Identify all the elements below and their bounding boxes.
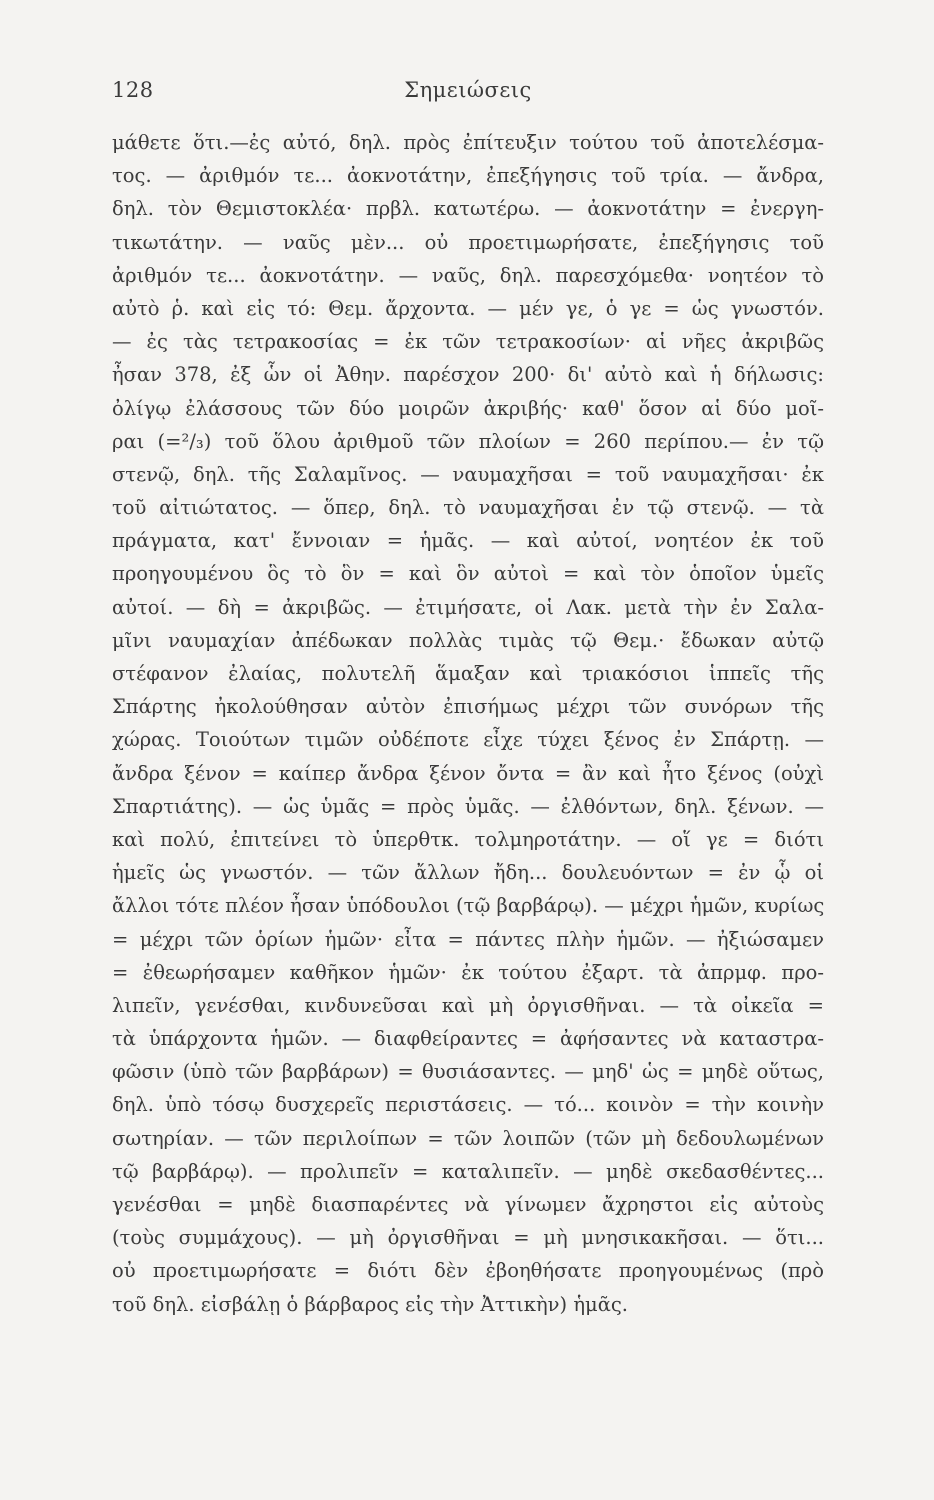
text-line: χώρας. Τοιούτων τιμῶν οὐδέποτε εἶχε τύχει ξένος ἐν Σπάρτῃ. — (112, 728, 824, 752)
text-line: ἄλλοι τότε πλέον ἦσαν ὑπόδουλοι (τῷ βαρβάρῳ). — μέχρι ἡμῶν, κυρίως (112, 894, 824, 918)
text-line: στενῷ, δηλ. τῆς Σαλαμῖνος. — ναυμαχῆσαι = τοῦ ναυμαχῆσαι· ἐκ (112, 462, 824, 486)
text-line: ἀριθμόν τε... ἀοκνοτάτην. — ναῦς, δηλ. παρεσχόμεθα· νοητέον τὸ (112, 263, 824, 287)
text-line: αὐτὸ ῥ. καὶ εἰς τό: Θεμ. ἄρχοντα. — μέν γε, ὁ γε = ὡς γνωστόν. (112, 296, 824, 320)
notes-body (112, 126, 824, 1321)
text-line: σωτηρίαν. — τῶν περιλοίπων = τῶν λοιπῶν (τῶν μὴ δεδουλωμένων (112, 1126, 824, 1150)
text-line: ραι (=²/₃) τοῦ ὅλου ἀριθμοῦ τῶν πλοίων = 260 περίπου.— ἐν τῷ (112, 429, 824, 453)
text-line: δηλ. τὸν Θεμιστοκλέα· πρβλ. κατωτέρω. — ἀοκνοτάτην = ἐνεργη- (112, 197, 824, 221)
text-line: τικωτάτην. — ναῦς μὲν... οὐ προετιμωρήσατε, ἐπεξήγησις τοῦ (112, 230, 824, 254)
text-line: — ἐς τὰς τετρακοσίας = ἐκ τῶν τετρακοσίων· αἱ νῆες ἀκριβῶς (112, 330, 824, 354)
page-number: 128 (112, 78, 154, 102)
text-line: γενέσθαι = μηδὲ διασπαρέντες νὰ γίνωμεν ἄχρηστοι εἰς αὐτοὺς (112, 1193, 824, 1216)
text-line: τος. — ἀριθμόν τε... ἀοκνοτάτην, ἐπεξήγησις τοῦ τρία. — ἄνδρα, (112, 164, 824, 188)
text-line: Σπαρτιάτης). — ὡς ὑμᾶς = πρὸς ὑμᾶς. — ἐλθόντων, δηλ. ξένων. — (112, 794, 824, 818)
text-line: (τοὺς συμμάχους). — μὴ ὀργισθῆναι = μὴ μνησικακῆσαι. — ὅτι... (112, 1226, 824, 1250)
text-line: μῖνι ναυμαχίαν ἀπέδωκαν πολλὰς τιμὰς τῷ Θεμ.· ἔδωκαν αὐτῷ (112, 628, 824, 652)
text-line: ἡμεῖς ὡς γνωστόν. — τῶν ἄλλων ἤδη... δουλευόντων = ἐν ᾧ οἱ (112, 861, 824, 885)
text-line: μάθετε ὅτι.—ἐς αὐτό, δηλ. πρὸς ἐπίτευξιν τούτου τοῦ ἀποτελέσμα- (112, 131, 824, 154)
text-line: στέφανον ἐλαίας, πολυτελῆ ἅμαξαν καὶ τριακόσιοι ἱππεῖς τῆς (112, 662, 824, 685)
text-line: τὰ ὑπάρχοντα ἡμῶν. — διαφθείραντες = ἀφήσαντες νὰ καταστρα- (112, 1027, 824, 1051)
text-line: πράγματα, κατ' ἔννοιαν = ἡμᾶς. — καὶ αὐτοί, νοητέον ἐκ τοῦ (112, 529, 824, 553)
text-line: Σπάρτης ἠκολούθησαν αὐτὸν ἐπισήμως μέχρι τῶν συνόρων τῆς (112, 695, 824, 719)
text-line: ἦσαν 378, ἐξ ὧν οἱ Ἀθην. παρέσχον 200· δι' αὐτὸ καὶ ἡ δήλωσις: (112, 363, 824, 387)
text-line: φῶσιν (ὑπὸ τῶν βαρβάρων) = θυσιάσαντες. — μηδ' ὡς = μηδὲ οὕτως, (112, 1060, 824, 1084)
text-line: οὐ προετιμωρήσατε = διότι δὲν ἐβοηθήσατε προηγουμένως (πρὸ (112, 1259, 824, 1283)
text-line: προηγουμένου ὃς τὸ ὃν = καὶ ὃν αὐτοὶ = καὶ τὸν ὁποῖον ὑμεῖς (112, 562, 824, 586)
text-line: τοῦ αἰτιώτατος. — ὅπερ, δηλ. τὸ ναυμαχῆσαι ἐν τῷ στενῷ. — τὰ (112, 496, 824, 520)
text-line: ὀλίγῳ ἐλάσσους τῶν δύο μοιρῶν ἀκριβής· καθ' ὅσον αἱ δύο μοῖ- (112, 396, 824, 420)
text-line: δηλ. ὑπὸ τόσῳ δυσχερεῖς περιστάσεις. — τό... κοινὸν = τὴν κοινὴν (112, 1093, 824, 1117)
running-head: Σημειώσεις (404, 78, 532, 102)
text-line: τῷ βαρβάρῳ). — προλιπεῖν = καταλιπεῖν. — μηδὲ σκεδασθέντες... (112, 1159, 824, 1183)
text-line: αὐτοί. — δὴ = ἀκριβῶς. — ἐτιμήσατε, οἱ Λακ. μετὰ τὴν ἐν Σαλα- (112, 595, 824, 619)
text-line: ἄνδρα ξένον = καίπερ ἄνδρα ξένον ὄντα = ἂν καὶ ἦτο ξένος (οὐχὶ (112, 761, 824, 785)
text-line: καὶ πολύ, ἐπιτείνει τὸ ὑπερθτκ. τολμηροτάτην. — οἵ γε = διότι (112, 827, 824, 851)
text-line: = μέχρι τῶν ὁρίων ἡμῶν· εἶτα = πάντες πλὴν ἡμῶν. — ἠξιώσαμεν (112, 927, 824, 951)
page-header (112, 68, 824, 108)
text-line: λιπεῖν, γενέσθαι, κινδυνεῦσαι καὶ μὴ ὀργισθῆναι. — τὰ οἰκεῖα = (112, 993, 824, 1017)
text-line: = ἐθεωρήσαμεν καθῆκον ἡμῶν· ἐκ τούτου ἐξαρτ. τὰ ἀπρμφ. προ- (112, 960, 824, 984)
text-line: τοῦ δηλ. εἰσβάλῃ ὁ βάρβαρος εἰς τὴν Ἀττικὴν) ἡμᾶς. (112, 1292, 628, 1316)
